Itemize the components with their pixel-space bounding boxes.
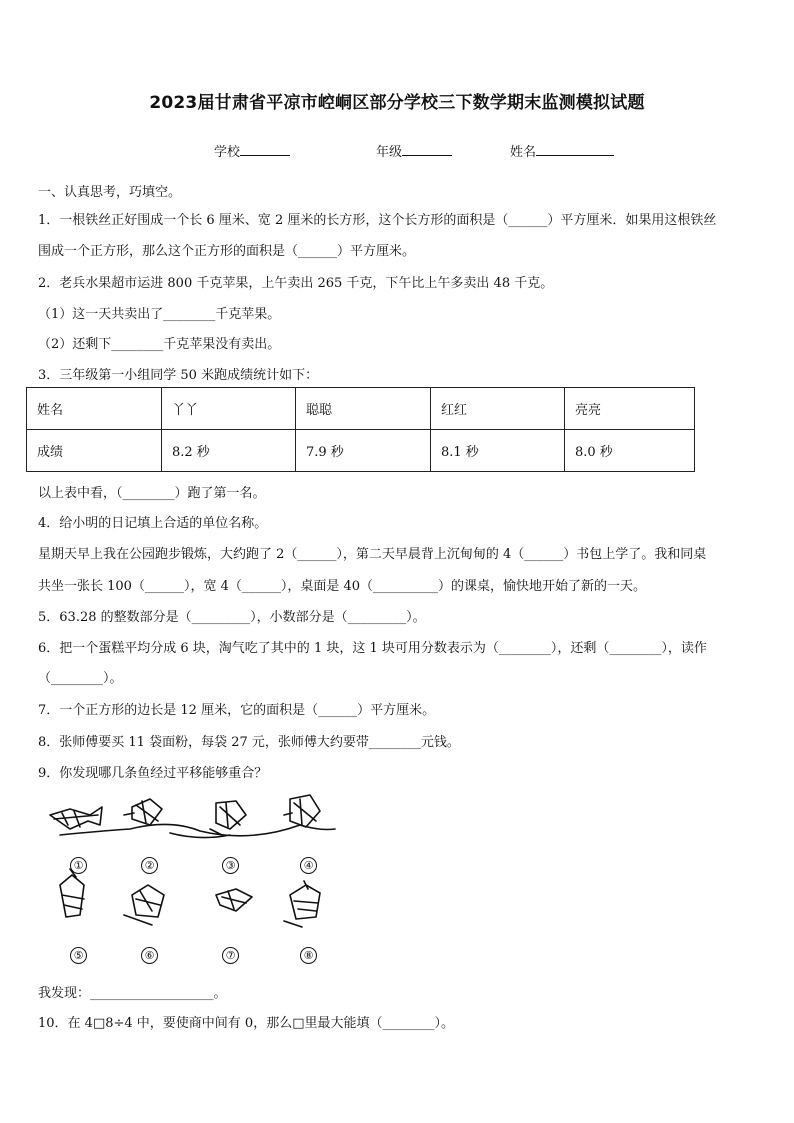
table-cell: 丫丫: [162, 388, 296, 430]
school-label: 学校: [214, 145, 241, 160]
name-field[interactable]: [510, 141, 614, 160]
fish-figure: [40, 785, 340, 975]
fish-label: ②: [141, 857, 158, 874]
table-cell: 7.9 秒: [296, 430, 431, 472]
table-row: [27, 430, 695, 472]
grade-label: 年级: [376, 145, 403, 160]
table-cell: 姓名: [27, 388, 162, 430]
question-1-line-2: 围成一个正方形，那么这个正方形的面积是（______）平方厘米。: [38, 244, 416, 259]
fish-label: ①: [70, 857, 87, 874]
question-7: 7．一个正方形的边长是 12 厘米，它的面积是（______）平方厘米。: [38, 703, 436, 718]
question-1-line-1: 1．一根铁丝正好围成一个长 6 厘米、宽 2 厘米的长方形，这个长方形的面积是（______）平方厘米．如果用这根铁丝: [38, 213, 717, 228]
question-2-part-1: （1）这一天共卖出了________千克苹果。: [38, 307, 281, 322]
fish-1-icon: [50, 807, 102, 829]
question-3-answer: 以上表中看，（________）跑了第一名。: [38, 486, 266, 501]
school-blank[interactable]: [240, 143, 290, 156]
question-9: 9．你发现哪几条鱼经过平移能够重合？: [38, 766, 268, 781]
table-cell: 红红: [431, 388, 565, 430]
table-cell: 聪聪: [296, 388, 431, 430]
table-cell: 成绩: [27, 430, 162, 472]
name-blank[interactable]: [536, 143, 614, 156]
question-6-line-1: 6．把一个蛋糕平均分成 6 块，淘气吃了其中的 1 块，这 1 块可用分数表示为（________），还剩（________），读作: [38, 641, 707, 656]
question-8: 8．张师傅要买 11 袋面粉，每袋 27 元，张师傅大约要带________元钱。: [38, 735, 460, 750]
table-cell: 8.2 秒: [162, 430, 296, 472]
fish-label: ⑦: [222, 947, 239, 964]
page-title: 2023届甘肃省平凉市崆峒区部分学校三下数学期末监测模拟试题: [149, 93, 645, 113]
question-2-part-2: （2）还剩下________千克苹果没有卖出。: [38, 337, 281, 352]
school-field[interactable]: [214, 141, 290, 160]
table-cell: 8.0 秒: [565, 430, 695, 472]
fish-4-icon: [284, 795, 320, 827]
table-row: [27, 388, 695, 430]
name-label: 姓名: [510, 145, 537, 160]
question-2: 2．老兵水果超市运进 800 千克苹果，上午卖出 265 千克，下午比上午多卖出 48 千克。: [38, 276, 554, 291]
question-3: 3．三年级第一小组同学 50 米跑成绩统计如下：: [38, 368, 319, 383]
fish-8-icon: [284, 881, 320, 927]
question-4-line-2: 共坐一张长 100（______），宽 4（______），桌面是 40（__________）的课桌，愉快地开始了新的一天。: [38, 579, 647, 594]
question-4-line-1: 星期天早上我在公园跑步锻炼，大约跑了 2（______），第二天早晨背上沉甸甸的 4（______）书包上学了。我和同桌: [38, 547, 707, 562]
fish-2-icon: [124, 799, 162, 825]
grade-blank[interactable]: [402, 143, 452, 156]
question-4: 4．给小明的日记填上合适的单位名称。: [38, 516, 268, 531]
fish-drawing: [40, 785, 340, 975]
question-6-line-2: （________）。: [38, 671, 123, 686]
question-5: 5．63.28 的整数部分是（_________），小数部分是（_________）。: [38, 610, 426, 625]
fish-3-icon: [210, 801, 246, 835]
fish-label: ③: [222, 857, 239, 874]
question-9-answer: 我发现：___________________。: [38, 986, 227, 1001]
fish-label: ④: [300, 857, 317, 874]
grade-field[interactable]: [376, 141, 452, 160]
fish-7-icon: [216, 889, 252, 911]
fish-6-icon: [124, 885, 164, 925]
fish-label: ⑧: [300, 947, 317, 964]
question-10: 10．在 4□8÷4 中，要使商中间有 0，那么□里最大能填（________）。: [38, 1016, 454, 1031]
fish-label: ⑤: [70, 947, 87, 964]
table-cell: 亮亮: [565, 388, 695, 430]
fish-label: ⑥: [141, 947, 158, 964]
fish-5-icon: [60, 869, 84, 917]
score-table: [26, 387, 695, 472]
table-cell: 8.1 秒: [431, 430, 565, 472]
section-heading: 一、认真思考，巧填空。: [38, 185, 182, 200]
